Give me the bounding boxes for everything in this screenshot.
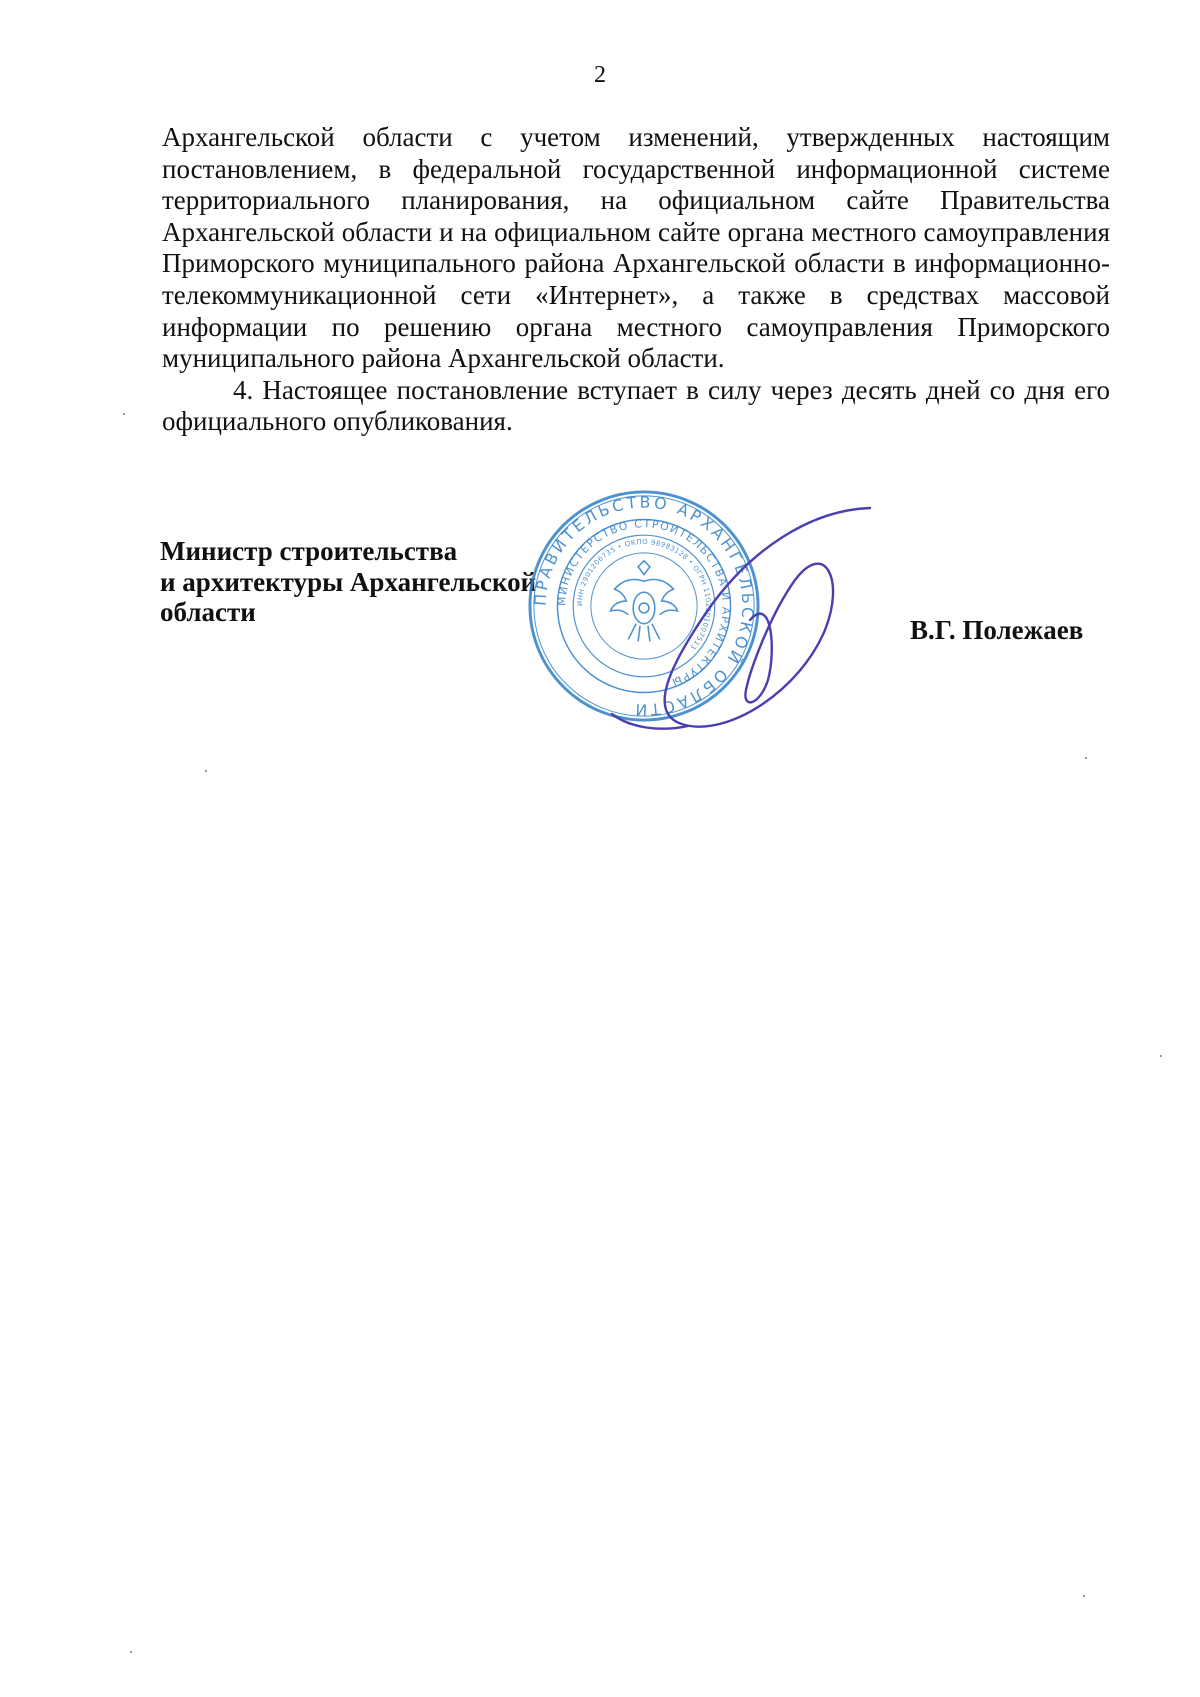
signatory-title-line: Министр строительства bbox=[160, 536, 458, 566]
scan-speck bbox=[1160, 1055, 1162, 1057]
scan-speck bbox=[130, 1651, 132, 1653]
scan-speck bbox=[123, 413, 125, 415]
stamp-inner-text: МИНИСТЕРСТВО СТРОИТЕЛЬСТВА И АРХИТЕКТУРЫ bbox=[555, 517, 733, 690]
page-number: 2 bbox=[594, 62, 606, 88]
signatory-name: В.Г. Полежаев bbox=[910, 615, 1084, 645]
scan-speck bbox=[1085, 757, 1087, 759]
paragraph-continuation: Архангельской области с учетом изменений, утвержденных настоящим постановлением, в федеральной государственной информационной системе территориального планирования, на официальном сайте Правительства Архангельской области и на официальном сайте органа местного самоуправления Приморского муниципального района Архангельской области в информационно-телекоммуникационной сети «Интернет», а также в средствах массовой информации по решению органа местного самоуправления Приморского муниципального района Архангельской области. bbox=[162, 122, 1110, 374]
signatory-title-line: области bbox=[160, 597, 256, 627]
document-body bbox=[162, 122, 1110, 438]
scan-speck bbox=[205, 770, 207, 772]
stamp-outer-text: ПРАВИТЕЛЬСТВО АРХАНГЕЛЬСКОЙ ОБЛАСТИ bbox=[530, 492, 758, 720]
stamp-codes: ИНН 2901206735 • ОКПО 98983128 • ОГРН 1102901007513 bbox=[575, 538, 712, 652]
signatory-title bbox=[160, 536, 536, 628]
scan-speck bbox=[1083, 1595, 1085, 1597]
handwritten-signature bbox=[600, 500, 880, 750]
signatory-title-line: и архитектуры Архангельской bbox=[160, 566, 537, 597]
paragraph-effective-date: 4. Настоящее постановление вступает в силу через десять дней со дня его официального опубликования. bbox=[162, 374, 1110, 437]
